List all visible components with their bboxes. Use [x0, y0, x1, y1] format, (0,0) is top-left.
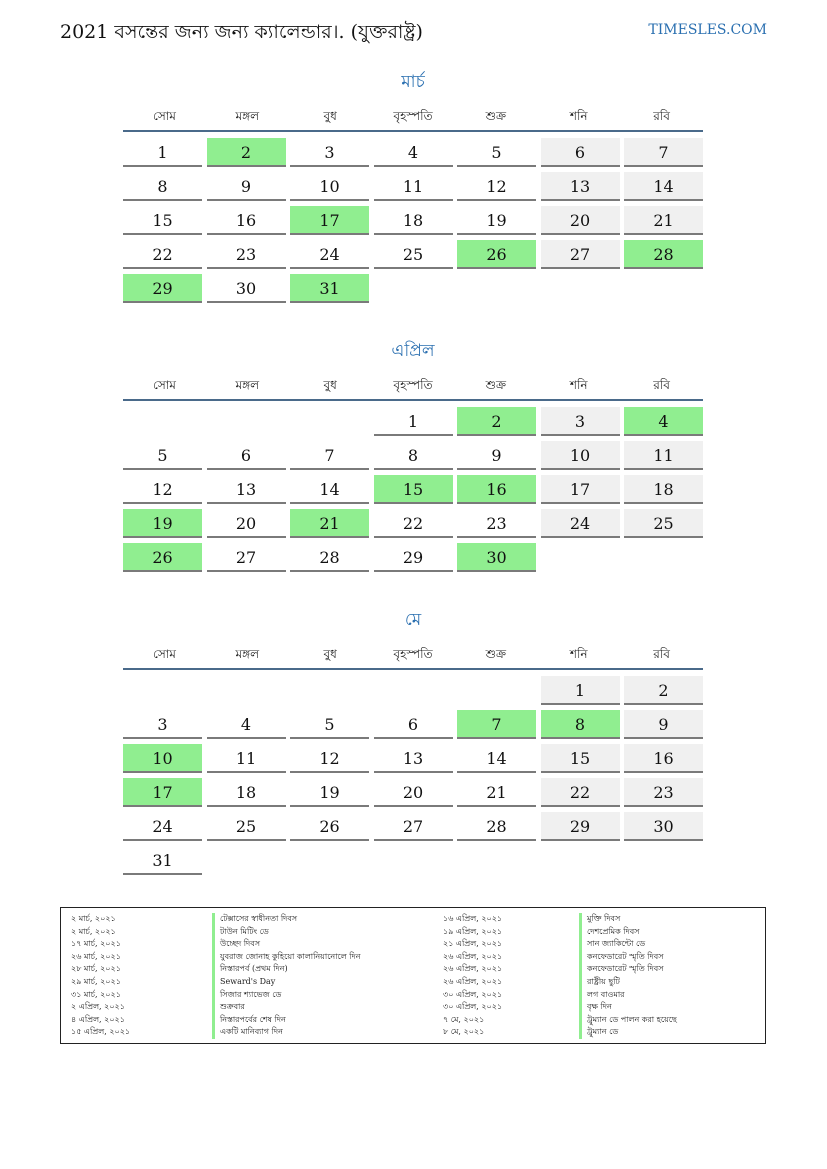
day-cell[interactable]: 19 — [457, 206, 536, 235]
holiday-name: সিজার শ্যাভেজ ডে — [212, 989, 361, 1002]
day-cell[interactable]: 25 — [374, 240, 453, 269]
holiday-name: কনফেডারেট স্মৃতি দিবস — [579, 951, 677, 964]
empty-cell — [207, 676, 286, 705]
day-cell[interactable]: 15 — [541, 744, 620, 773]
day-grid — [123, 407, 703, 572]
day-cell[interactable]: 28 — [624, 240, 703, 269]
day-cell[interactable]: 10 — [123, 744, 202, 773]
day-cell[interactable]: 14 — [624, 172, 703, 201]
weekday-label: বুধ — [323, 647, 337, 661]
day-cell[interactable]: 2 — [457, 407, 536, 436]
weekday-label: সোম — [152, 378, 176, 392]
day-cell[interactable]: 20 — [374, 778, 453, 807]
day-cell[interactable]: 22 — [374, 509, 453, 538]
day-cell[interactable]: 22 — [123, 240, 202, 269]
holiday-name: নিস্তারপর্ব (প্রথম দিন) — [212, 963, 361, 976]
day-grid — [123, 676, 703, 875]
day-cell[interactable]: 21 — [290, 509, 369, 538]
holiday-date: ২৬ এপ্রিল, ২০২১ — [443, 964, 503, 974]
holiday-date: ২৯ মার্চ, ২০২১ — [71, 976, 121, 986]
holiday-date: ১৭ মার্চ, ২০২১ — [71, 939, 121, 949]
holiday-names-right — [579, 913, 677, 1039]
day-cell[interactable]: 14 — [457, 744, 536, 773]
day-cell[interactable]: 19 — [290, 778, 369, 807]
day-cell[interactable]: 27 — [541, 240, 620, 269]
day-cell[interactable]: 18 — [624, 475, 703, 504]
day-cell[interactable]: 4 — [374, 138, 453, 167]
day-cell[interactable]: 2 — [207, 138, 286, 167]
holiday-name: নিস্তারপর্বের শেষ দিন — [212, 1014, 361, 1027]
day-cell[interactable]: 15 — [374, 475, 453, 504]
day-cell[interactable]: 5 — [457, 138, 536, 167]
holiday-name: যুবরাজ জোনাহ কুহিয়ো কালানিয়ানোলে দিন — [212, 951, 361, 964]
month-may — [123, 608, 703, 875]
holiday-date: ২ মার্চ, ২০২১ — [71, 914, 116, 923]
day-cell[interactable]: 29 — [541, 812, 620, 841]
day-cell[interactable]: 18 — [207, 778, 286, 807]
day-cell[interactable]: 24 — [123, 812, 202, 841]
month-name: মার্চ — [401, 72, 425, 92]
day-cell[interactable]: 7 — [290, 441, 369, 470]
weekday-label: সোম — [152, 647, 176, 661]
day-cell[interactable]: 25 — [624, 509, 703, 538]
holiday-date: ২৬ মার্চ, ২০২১ — [71, 951, 121, 961]
day-cell[interactable]: 21 — [457, 778, 536, 807]
day-cell[interactable]: 20 — [207, 509, 286, 538]
day-cell[interactable]: 12 — [123, 475, 202, 504]
holiday-date: ৮ মে, ২০২১ — [443, 1027, 485, 1037]
day-cell[interactable]: 23 — [624, 778, 703, 807]
day-cell[interactable]: 7 — [624, 138, 703, 167]
weekday-label: বৃহস্পতি — [393, 647, 433, 661]
empty-cell — [123, 676, 202, 705]
day-cell[interactable]: 26 — [290, 812, 369, 841]
day-cell[interactable]: 6 — [374, 710, 453, 739]
day-cell[interactable]: 23 — [457, 509, 536, 538]
weekday-label: বৃহস্পতি — [393, 109, 433, 123]
weekday-label: রবি — [653, 109, 670, 123]
day-cell[interactable]: 13 — [541, 172, 620, 201]
day-cell[interactable]: 4 — [207, 710, 286, 739]
holiday-date: ২ মার্চ, ২০২১ — [71, 926, 116, 936]
day-cell[interactable]: 19 — [123, 509, 202, 538]
day-cell[interactable]: 13 — [374, 744, 453, 773]
day-cell[interactable]: 2 — [624, 676, 703, 705]
day-cell[interactable]: 26 — [123, 543, 202, 572]
site-link[interactable]: TIMESLES.COM — [648, 22, 767, 38]
weekday-label: মঙ্গল — [235, 647, 260, 661]
day-cell[interactable]: 5 — [123, 441, 202, 470]
day-cell[interactable]: 16 — [207, 206, 286, 235]
day-cell[interactable]: 10 — [541, 441, 620, 470]
day-cell[interactable]: 6 — [541, 138, 620, 167]
weekday-label: বুধ — [323, 378, 337, 392]
holiday-date: ১৬ এপ্রিল, ২০২১ — [443, 914, 503, 923]
holiday-name: টাউন মিটিং ডে — [212, 926, 361, 939]
day-cell[interactable]: 31 — [290, 274, 369, 303]
weekday-label: শনি — [569, 378, 588, 392]
holiday-name: কনফেডারেট স্মৃতি দিবস — [579, 963, 677, 976]
day-cell[interactable]: 4 — [624, 407, 703, 436]
weekday-label: বুধ — [323, 109, 337, 123]
holiday-date: ১৯ এপ্রিল, ২০২১ — [443, 926, 503, 936]
holiday-date: ১৫ এপ্রিল, ২০২১ — [71, 1027, 131, 1037]
day-cell[interactable]: 18 — [374, 206, 453, 235]
holiday-date: ৪ এপ্রিল, ২০২১ — [71, 1014, 125, 1024]
weekday-label: শনি — [569, 109, 588, 123]
holiday-date: ২৬ এপ্রিল, ২০২১ — [443, 976, 503, 986]
day-cell[interactable]: 15 — [123, 206, 202, 235]
day-cell[interactable]: 16 — [624, 744, 703, 773]
day-cell[interactable]: 20 — [541, 206, 620, 235]
holiday-date: ৩১ মার্চ, ২০২১ — [71, 989, 121, 999]
day-cell[interactable]: 12 — [457, 172, 536, 201]
weekday-label: বৃহস্পতি — [393, 378, 433, 392]
month-april — [123, 339, 703, 572]
day-cell[interactable]: 12 — [290, 744, 369, 773]
weekday-label: রবি — [653, 647, 670, 661]
day-cell[interactable]: 3 — [541, 407, 620, 436]
holiday-name: ট্রুম্যান ডে পালন করা হয়েছে — [579, 1014, 677, 1027]
holiday-date: ৩০ এপ্রিল, ২০২১ — [443, 989, 503, 999]
weekday-label: রবি — [653, 378, 670, 392]
holiday-name: রাষ্ট্রীয় ছুটি — [579, 976, 677, 989]
day-cell[interactable]: 8 — [374, 441, 453, 470]
holiday-date: ২ এপ্রিল, ২০২১ — [71, 1002, 125, 1012]
day-cell[interactable]: 11 — [624, 441, 703, 470]
holiday-date: ২১ এপ্রিল, ২০২১ — [443, 939, 503, 949]
weekday-header — [123, 106, 703, 132]
day-cell[interactable]: 5 — [290, 710, 369, 739]
holiday-date: ৭ মে, ২০২১ — [443, 1014, 485, 1024]
holiday-name: বৃক্ষ দিন — [579, 1001, 677, 1014]
day-cell[interactable]: 22 — [541, 778, 620, 807]
month-name: মে — [404, 610, 422, 630]
holiday-name: একটি মানিব্যাগ দিন — [212, 1026, 361, 1039]
day-cell[interactable]: 25 — [207, 812, 286, 841]
weekday-label: শুক্র — [485, 109, 507, 123]
weekday-header — [123, 375, 703, 401]
day-cell[interactable]: 30 — [624, 812, 703, 841]
holiday-name: উচ্ছেদ দিবস — [212, 938, 361, 951]
page-title: 2021 বসন্তের জন্য জন্য ক্যালেন্ডার।. (যুক্তরাষ্ট্র) — [60, 21, 423, 43]
day-cell[interactable]: 30 — [457, 543, 536, 572]
day-cell[interactable]: 17 — [541, 475, 620, 504]
day-cell[interactable]: 27 — [374, 812, 453, 841]
day-cell[interactable]: 26 — [457, 240, 536, 269]
empty-cell — [457, 676, 536, 705]
holiday-name: Seward's Day — [212, 976, 361, 989]
day-cell[interactable]: 1 — [541, 676, 620, 705]
day-cell[interactable]: 28 — [457, 812, 536, 841]
empty-cell — [374, 676, 453, 705]
empty-cell — [123, 407, 202, 436]
holiday-name: ট্রুম্যান ডে — [579, 1026, 677, 1039]
holiday-date: ২৮ মার্চ, ২০২১ — [71, 964, 121, 974]
holiday-name: লগ বাওমার — [579, 989, 677, 1002]
day-cell[interactable]: 13 — [207, 475, 286, 504]
day-cell[interactable]: 8 — [123, 172, 202, 201]
day-cell[interactable]: 28 — [290, 543, 369, 572]
day-cell[interactable]: 21 — [624, 206, 703, 235]
day-cell[interactable]: 11 — [374, 172, 453, 201]
holiday-names-left — [212, 913, 361, 1039]
day-cell[interactable]: 1 — [374, 407, 453, 436]
holiday-date: ২৬ এপ্রিল, ২০২১ — [443, 951, 503, 961]
holiday-name: শুক্রবার — [212, 1001, 361, 1014]
empty-cell — [207, 407, 286, 436]
month-name: এপ্রিল — [391, 341, 435, 361]
month-march — [123, 70, 703, 303]
day-cell[interactable]: 11 — [207, 744, 286, 773]
day-cell[interactable]: 3 — [123, 710, 202, 739]
weekday-label: মঙ্গল — [235, 109, 260, 123]
weekday-label: শুক্র — [485, 378, 507, 392]
holiday-date: ৩০ এপ্রিল, ২০২১ — [443, 1002, 503, 1012]
day-cell[interactable]: 14 — [290, 475, 369, 504]
weekday-label: সোম — [152, 109, 176, 123]
weekday-label: শুক্র — [485, 647, 507, 661]
day-cell[interactable]: 9 — [457, 441, 536, 470]
day-cell[interactable]: 29 — [123, 274, 202, 303]
day-cell[interactable]: 1 — [123, 138, 202, 167]
day-cell[interactable]: 16 — [457, 475, 536, 504]
day-cell[interactable]: 23 — [207, 240, 286, 269]
holiday-name: সান জ্যাকিন্টো ডে — [579, 938, 677, 951]
day-cell[interactable]: 9 — [624, 710, 703, 739]
day-cell[interactable]: 30 — [207, 274, 286, 303]
day-cell[interactable]: 24 — [290, 240, 369, 269]
day-grid — [123, 138, 703, 303]
day-cell[interactable]: 3 — [290, 138, 369, 167]
day-cell[interactable]: 9 — [207, 172, 286, 201]
day-cell[interactable]: 17 — [290, 206, 369, 235]
day-cell[interactable]: 17 — [123, 778, 202, 807]
empty-cell — [290, 676, 369, 705]
holiday-list — [60, 907, 766, 1044]
day-cell[interactable]: 27 — [207, 543, 286, 572]
day-cell[interactable]: 7 — [457, 710, 536, 739]
holiday-name: দেশপ্রেমিক দিবস — [579, 926, 677, 939]
holiday-name: টেক্সাসের স্বাধীনতা দিবস — [212, 913, 361, 926]
day-cell[interactable]: 10 — [290, 172, 369, 201]
holiday-dates-left — [71, 913, 130, 1039]
day-cell[interactable]: 8 — [541, 710, 620, 739]
holiday-name: মুক্তি দিবস — [579, 913, 677, 926]
weekday-header — [123, 644, 703, 670]
holiday-dates-right — [443, 913, 502, 1039]
day-cell[interactable]: 29 — [374, 543, 453, 572]
day-cell[interactable]: 6 — [207, 441, 286, 470]
empty-cell — [290, 407, 369, 436]
weekday-label: শনি — [569, 647, 588, 661]
day-cell[interactable]: 24 — [541, 509, 620, 538]
weekday-label: মঙ্গল — [235, 378, 260, 392]
day-cell[interactable]: 31 — [123, 846, 202, 875]
